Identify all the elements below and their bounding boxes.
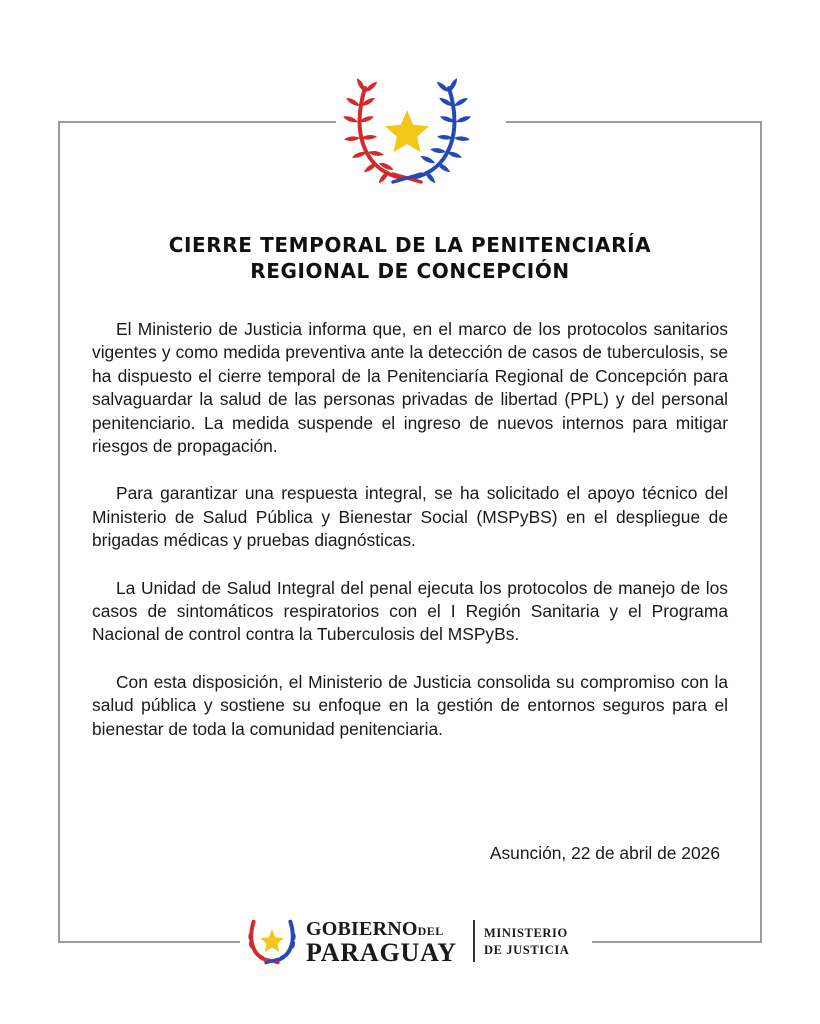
footer-divider xyxy=(473,920,475,962)
frame-top-left-line xyxy=(58,121,336,123)
frame-top-right-line xyxy=(506,121,762,123)
ministerio-label: MINISTERIO xyxy=(484,926,568,940)
ministerio-wordmark xyxy=(484,925,569,959)
paragraph-4: Con esta disposición, el Ministerio de Justicia consolida su compromiso con la salud pública y sostiene su enfoque en la gestión de entornos seguros para el bienestar de toda la comunidad penitenciaria. xyxy=(92,671,728,739)
paragraph-1: El Ministerio de Justicia informa que, en el marco de los protocolos sanitarios vigentes y como medida preventiva ante la detección de casos de tuberculosis, se ha dispuesto el cierre temporal de la Penitenciaría Regional de Concepción para salvaguardar la salud de las personas privadas de libertad (PPL) y del personal penitenciario. La medida suspende el ingreso de nuevos internos para mitigar riesgos de propagación. xyxy=(92,319,728,457)
paraguay-emblem-small-icon xyxy=(244,914,300,966)
de-justicia-label: DE JUSTICIA xyxy=(484,943,570,957)
paragraph-2: Para garantizar una respuesta integral, se ha solicitado el apoyo técnico del Ministerio de Salud Pública y Bienestar Social (MSPyBS) en el despliegue de brigadas médicas y pruebas diagnósticas. xyxy=(92,483,728,551)
paraguay-wordmark: PARAGUAY xyxy=(306,938,457,967)
footer-logo xyxy=(244,912,590,968)
title-line-1: CIERRE TEMPORAL DE LA PENITENCIARÍA xyxy=(168,233,652,257)
paraguay-emblem-icon xyxy=(343,72,471,188)
date-line: Asunción, 22 de abril de 2026 xyxy=(489,843,720,863)
document-title xyxy=(100,232,720,284)
frame-right-line xyxy=(760,121,762,943)
frame-bottom-right-line xyxy=(592,941,762,943)
title-line-2: REGIONAL DE CONCEPCIÓN xyxy=(250,259,570,283)
paragraph-3: La Unidad de Salud Integral del penal ejecuta los protocolos de manejo de los casos de sintomáticos respiratorios con el I Región Sanitaria y el Programa Nacional de control contra la Tuberculosis del MSPyBs. xyxy=(92,577,728,645)
body-text xyxy=(92,318,728,765)
gobierno-wordmark: GOBIERNODEL xyxy=(306,918,444,940)
frame-left-line xyxy=(58,121,60,943)
frame-bottom-left-line xyxy=(58,941,240,943)
